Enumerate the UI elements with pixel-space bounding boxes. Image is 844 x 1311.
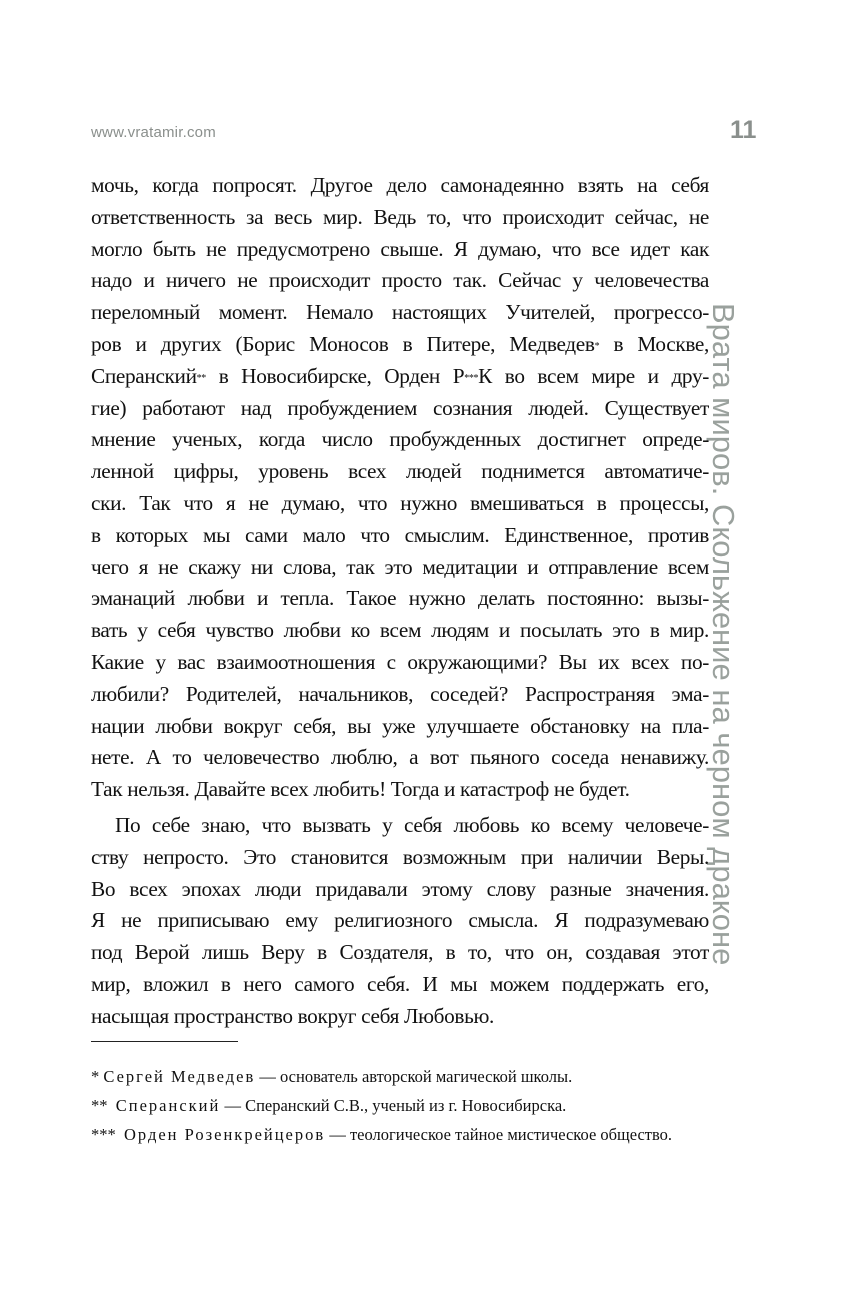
page-number: 11	[730, 116, 757, 144]
book-title-vertical: Врата миров. Скольжение на черном драконе	[706, 303, 741, 966]
text-line: гие) работают над пробуждением сознания людей. Существует	[91, 395, 709, 420]
text-fragment: Сперанский	[91, 363, 197, 388]
footnote-text: — теологическое тайное мистическое общество.	[325, 1125, 673, 1144]
text-line: мнение ученых, когда число пробужденных достигнет опреде-	[91, 427, 709, 452]
text-line: ски. Так что я не думаю, что нужно вмешиваться в процессы,	[91, 490, 709, 515]
footnote-name: Орден Розенкрейцеров	[124, 1125, 326, 1144]
text-line: любили? Родителей, начальников, соседей? Распространяя эма-	[91, 681, 709, 706]
text-line: По себе знаю, что вызвать у себя любовь ко всему человече-	[115, 812, 709, 837]
footnote-marker: ***	[464, 372, 479, 384]
text-line: Я не приписываю ему религиозного смысла. Я подразумеваю	[91, 908, 709, 933]
text-line: Какие у вас взаимоотношения с окружающими? Вы их всех по-	[91, 649, 709, 674]
text-line: Во всех эпохах люди придавали этому слову разные значения.	[91, 876, 709, 901]
text-line: вать у себя чувство любви ко всем людям и посылать это в мир.	[91, 618, 709, 643]
footnote	[91, 1122, 709, 1148]
footnote	[91, 1093, 709, 1119]
footnote-name: Сергей Медведев	[103, 1067, 256, 1086]
text-line: могло быть не предусмотрено свыше. Я думаю, что все идет как	[91, 236, 709, 261]
header-url: www.vratamir.com	[91, 124, 216, 141]
text-line: переломный момент. Немало настоящих Учителей, прогрессо-	[91, 300, 709, 325]
text-line: нете. А то человечество люблю, а вот пьяного соседа ненавижу.	[91, 745, 709, 770]
text-line	[91, 361, 709, 393]
footnote-text: — основатель авторской магической школы.	[255, 1067, 573, 1086]
footnote-name: Сперанский	[115, 1096, 221, 1115]
footnote-separator	[91, 1041, 238, 1042]
text-line: в которых мы сами мало что смыслим. Единственное, против	[91, 522, 709, 547]
footnote-mark: ***	[91, 1125, 116, 1144]
text-line: ленной цифры, уровень всех людей поднимется автоматиче-	[91, 459, 709, 484]
footnote-marker: *	[594, 340, 600, 352]
text-line: под Верой лишь Веру в Создателя, в то, что он, создавая этот	[91, 940, 709, 965]
text-fragment: ров и других (Борис Моносов в Питере, Медведев	[91, 331, 595, 356]
body-text	[91, 170, 709, 1033]
text-line: ответственность за весь мир. Ведь то, что происходит сейчас, не	[91, 204, 709, 229]
text-line: мир, вложил в него самого себя. И мы можем поддержать его,	[91, 971, 709, 996]
text-line: нации любви вокруг себя, вы уже улучшаете обстановку на пла-	[91, 713, 709, 738]
text-line: Так нельзя. Давайте всех любить! Тогда и катастроф не будет.	[91, 777, 630, 802]
text-fragment: в Москве,	[599, 331, 709, 356]
text-line: ству непросто. Это становится возможным при наличии Веры.	[91, 844, 709, 869]
text-line: мочь, когда попросят. Другое дело самонадеянно взять на себя	[91, 173, 709, 197]
text-line: надо и ничего не происходит просто так. Сейчас у человечества	[91, 268, 709, 293]
text-fragment: в Новосибирске, Орден Р	[205, 363, 465, 388]
text-line: чего я не скажу ни слова, так это медитации и отправление всем	[91, 554, 709, 579]
footnotes	[91, 1064, 709, 1148]
footnote-mark: *	[91, 1067, 100, 1086]
text-line	[91, 329, 709, 361]
footnote-marker: **	[196, 372, 206, 384]
footnote-mark: **	[91, 1096, 108, 1115]
text-fragment: К во всем мире и дру-	[478, 363, 709, 388]
text-line: насыщая пространство вокруг себя Любовью.	[91, 1003, 495, 1028]
footnote-text: — Сперанский С.В., ученый из г. Новосибирска.	[220, 1096, 567, 1115]
text-line: эманаций любви и тепла. Такое нужно делать постоянно: вызы-	[91, 586, 709, 611]
footnote	[91, 1064, 709, 1090]
